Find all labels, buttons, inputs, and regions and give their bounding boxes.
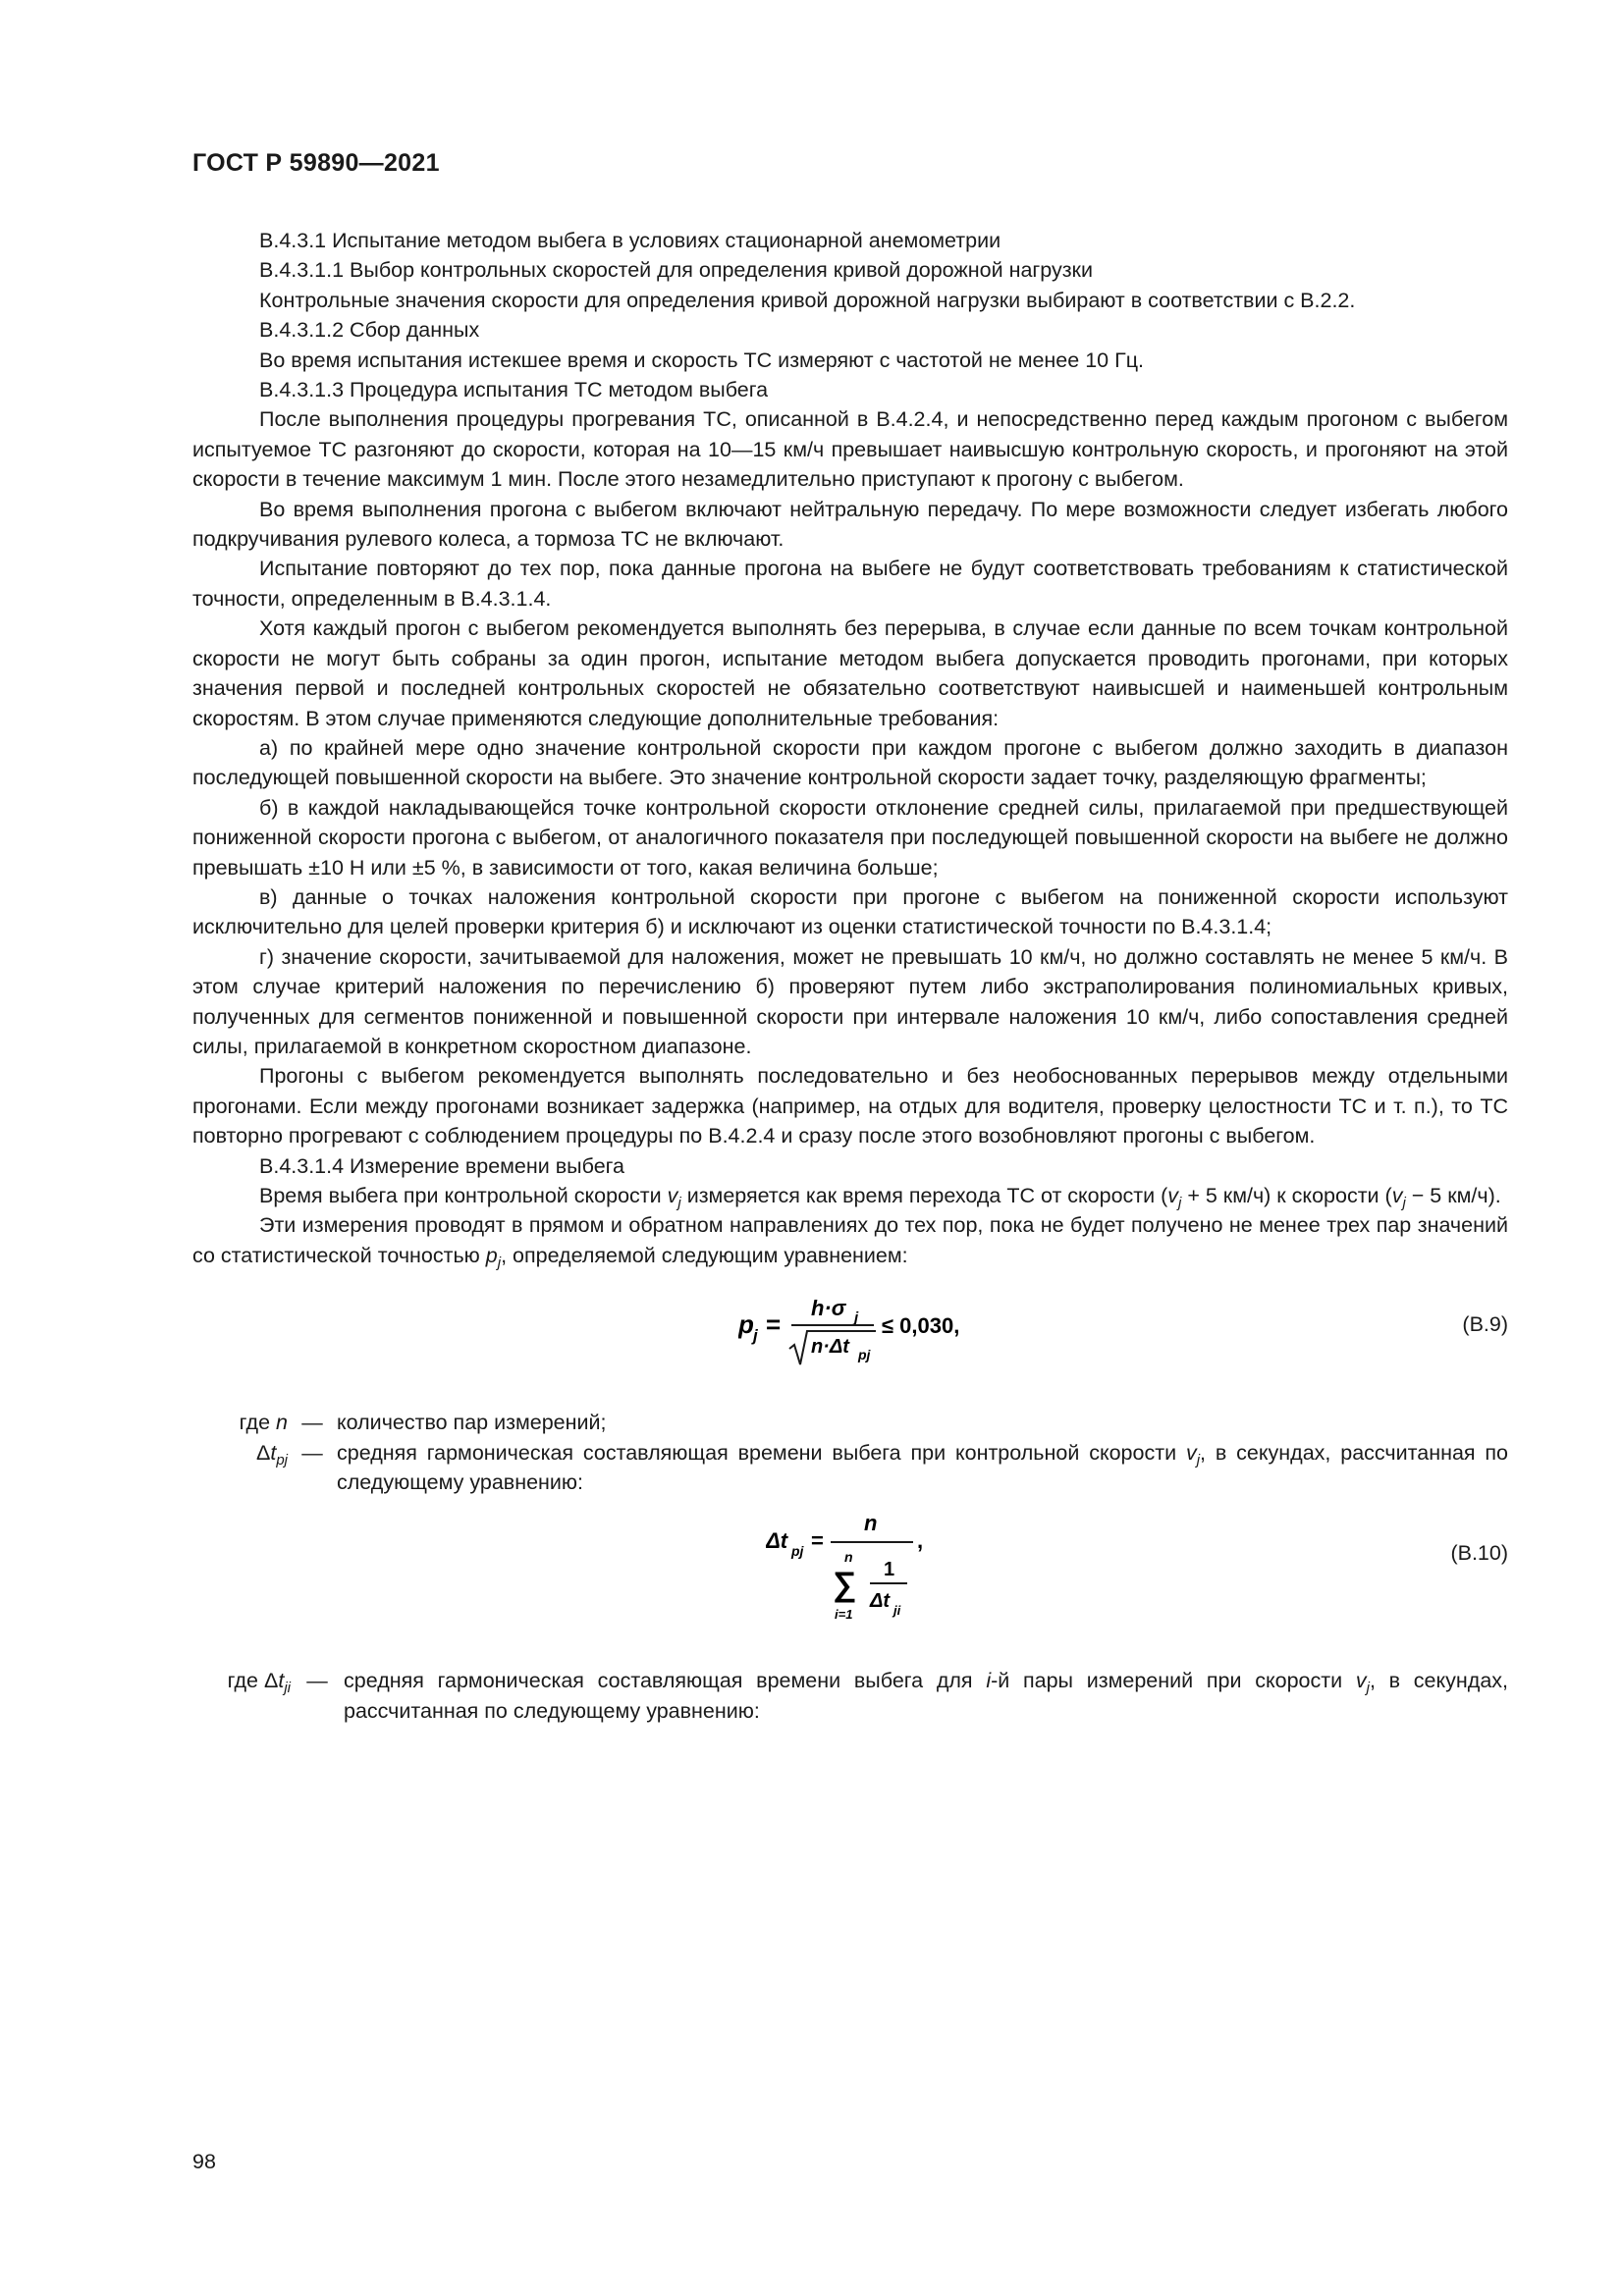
paragraph: Прогоны с выбегом рекомендуется выполнять последовательно и без необоснованных перерывов между отдельными прогонами. Если между прогонами возникает задержка (например, на отдых для водителя, проверку целостности ТС и т. п.), то ТС повторно прогревают с соблюдением процедуры по В.4.2.4 и сразу после этого возобновляют прогоны с выбегом. [192, 1064, 1508, 1148]
paragraph-coastdown-time: Время выбега при контрольной скорости $v_j$ измеряется как время перехода ТС от скорости ($v_j + 5$ км/ч) к скорости ($v_j - 5$ км/ч). [259, 1184, 1501, 1211]
formula-b9-denominator-sub: pj [858, 1347, 871, 1363]
formula-b10-sum-bottom: i=1 [835, 1607, 853, 1623]
list-item-v: в) данные о точках наложения контрольной скорости при прогоне с выбегом на пониженной скорости используют исключительно для целей проверки критерия б) и исключают из оценки статистической точности по В.4.3.1.4; [192, 884, 1508, 939]
formula-b10-expression [766, 1509, 962, 1636]
formula-b10-number: (В.10) [1450, 1541, 1508, 1566]
paragraph-measurements: Эти измерения проводят в прямом и обратном направлениях до тех пор, пока не будет получено не менее трех пар значений со статистической точностью $p_j$, определяемой следующим уравнением: [192, 1213, 1508, 1271]
formula-b10-sum: ∑ [833, 1566, 857, 1604]
paragraph: Во время выполнения прогона с выбегом включают нейтральную передачу. По мере возможности следует избегать любого подкручивания рулевого колеса, а тормоза ТС не включают. [192, 497, 1508, 552]
paragraph: Контрольные значения скорости для определения кривой дорожной нагрузки выбирают в соответствии с В.2.2. [259, 288, 1356, 312]
formula-b9-lhs: p [738, 1309, 754, 1340]
definition-term: где $\Delta t_{ji}$ [227, 1669, 291, 1697]
formula-b10-equals: = [811, 1528, 824, 1554]
formula-b10-numerator: n [864, 1511, 878, 1536]
list-item-a: а) по крайней мере одно значение контрольной скорости при каждом прогоне с выбегом должно заходить в диапазон последующей повышенной скорости на выбеге. Это значение контрольной скорости задает точку, разделяющую фрагменты; [192, 735, 1508, 790]
formula-b9-denominator: n·Δt [811, 1336, 849, 1359]
definitions-b10 [192, 1666, 1508, 1726]
subsection-heading: В.4.3.1.1 Выбор контрольных скоростей для определения кривой дорожной нагрузки [259, 258, 1093, 283]
formula-b10-lhs-sub: pj [791, 1543, 804, 1560]
paragraph: После выполнения процедуры прогревания ТС, описанной в В.4.2.4, и непосредственно перед каждым прогоном с выбегом испытуемое ТС разгоняют до скорости, которая на 10—15 км/ч превышает наивысшую контрольную скорость, и прогоняют на этой скорости в течение максимум 1 мин. После этого незамедлительно приступают к прогону с выбегом. [192, 407, 1508, 492]
document-body [192, 226, 1508, 1726]
formula-b10 [192, 1509, 1508, 1636]
subsection-heading: В.4.3.1.2 Сбор данных [259, 318, 480, 343]
formula-b9-expression [738, 1292, 994, 1370]
formula-b10-sum-top: n [844, 1549, 853, 1566]
section-heading: В.4.3.1 Испытание методом выбега в условиях стационарной анемометрии [259, 229, 1001, 252]
definition-dash: — [301, 1440, 323, 1465]
paragraph: Хотя каждый прогон с выбегом рекомендуется выполнять без перерыва, в случае если данные по всем точкам контрольной скорости не могут быть собраны за один прогон, испытание методом выбега допускается проводить прогонами, при которых значения первой и последней контрольных скоростей не обязательно соответствуют наивысшей и наименьшей контрольным скоростям. В этом случае применяются следующие дополнительные требования: [192, 616, 1508, 730]
list-item-g: г) значение скорости, зачитываемой для наложения, может не превышать 10 км/ч, но должно составлять не менее 5 км/ч. В этом случае критерий наложения по перечислению б) проверяют путем либо экстраполирования полиномиальных кривых, полученных для сегментов пониженной и повышенной скорости при интервале наложения 10 км/ч, либо сопоставления средней силы, прилагаемой в конкретном скоростном диапазоне. [192, 944, 1508, 1058]
formula-b9-lhs-sub: j [753, 1326, 758, 1346]
formula-b10-inner-sub: ji [893, 1603, 901, 1619]
document-header: ГОСТ Р 59890—2021 [192, 149, 440, 177]
formula-b10-comma: , [917, 1528, 924, 1554]
definition-delta-t-ji [192, 1666, 1508, 1726]
formula-b9 [192, 1282, 1508, 1380]
formula-b9-number: (В.9) [1462, 1312, 1508, 1337]
formula-b9-numerator: h·σ [811, 1296, 846, 1321]
paragraph: Во время испытания истекшее время и скорость ТС измеряют с частотой не менее 10 Гц. [259, 347, 1145, 372]
formula-b10-inner-numerator: 1 [884, 1559, 895, 1581]
definition-delta-t-pj [192, 1438, 1508, 1498]
definitions-b9 [192, 1408, 1508, 1497]
definition-text: средняя гармоническая составляющая времени выбега для i-й пары измерений при скорости $v_j$, в секундах, рассчитанная по следующему уравнению: [344, 1669, 1509, 1723]
definition-n [192, 1408, 1508, 1437]
formula-b9-rhs: ≤ 0,030, [882, 1313, 960, 1339]
formula-b9-equals: = [766, 1309, 782, 1340]
definition-text: средняя гармоническая составляющая времени выбега при контрольной скорости $v_j$, в секундах, рассчитанная по следующему уравнению: [337, 1440, 1509, 1495]
definition-term: $\Delta t_{pj}$ [255, 1440, 288, 1468]
list-item-b: б) в каждой накладывающейся точке контрольной скорости отклонение средней силы, прилагаемой при предшествующей пониженной скорости прогона с выбегом, от аналогичного показателя при последующей повышенной скорости на выбеге не должно превышать ±10 Н или ±5 %, в зависимости от того, какая величина больше; [192, 795, 1508, 880]
subsection-heading: В.4.3.1.3 Процедура испытания ТС методом выбега [259, 378, 769, 402]
definition-text: количество пар измерений; [337, 1411, 607, 1435]
formula-b10-inner-denominator: Δt [870, 1590, 891, 1613]
subsection-heading: В.4.3.1.4 Измерение времени выбега [259, 1153, 624, 1178]
definition-dash: — [306, 1669, 328, 1693]
definition-term: где n [239, 1411, 288, 1435]
page-number: 98 [192, 2150, 216, 2173]
paragraph: Испытание повторяют до тех пор, пока данные прогона на выбеге не будут соответствовать требованиям к статистической точности, определенным в В.4.3.1.4. [192, 557, 1508, 611]
formula-b9-numerator-sub: j [854, 1309, 859, 1327]
formula-b10-lhs: Δt [766, 1528, 788, 1554]
definition-dash: — [301, 1411, 323, 1435]
